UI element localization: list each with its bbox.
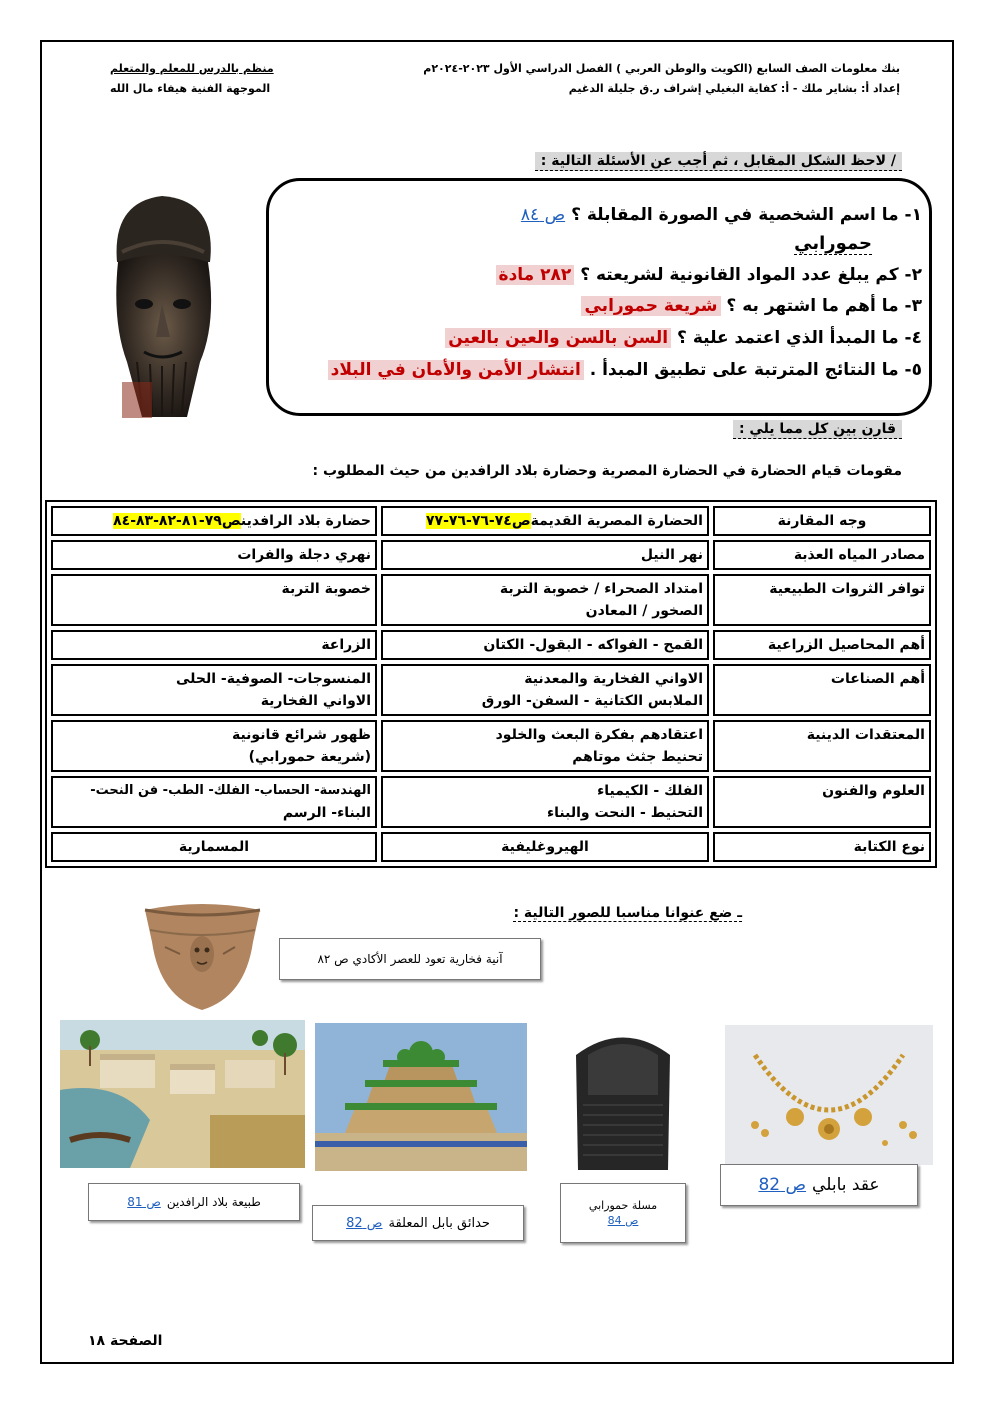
caption-stele-text: مسلة حمورابي [588,1199,658,1212]
header-aspect: وجه المقارنة [713,506,931,536]
question-1-answer: حمورابي [794,233,872,254]
question-2-answer: ٢٨٢ مادة [496,265,575,285]
header-supervisor: الموجهة الفنية هيفاء مال الله [110,82,271,95]
cell-line: اعتقادهم بفكرة البعث والخلود [495,727,703,743]
cell-line: البناء- الرسم [282,805,371,821]
header-meso [51,506,377,536]
table-header-row [51,506,931,536]
header-tagline: منظم بالدرس للمعلم والمتعلم [110,62,274,75]
section2-title: قارن بين كل مما يلي : [733,420,902,439]
caption-stele-page-link[interactable]: ص 84 [607,1214,639,1227]
question-3-text: ما أهم ما اشتهر به ؟ [726,296,899,316]
question-4-number: ٤- [904,328,922,348]
table-row [51,630,931,660]
section3-title: ـ ضع عنوانا مناسبا للصور التالية : [513,905,742,921]
row-egypt: نهر النيل [381,540,709,570]
question-1-text: ما اسم الشخصية في الصورة المقابلة ؟ [571,205,899,225]
question-1-page-link[interactable]: ص ٨٤ [520,205,566,225]
question-5 [328,360,922,380]
cell-line: المنسوجات- الصوفية- الحلى [176,671,371,687]
header-line-1 [110,62,900,75]
row-meso: خصوبة التربة [51,574,377,626]
comparison-table [45,500,937,868]
cell-line: الاواني الفخارية والمعدنية [524,671,703,687]
table-row [51,720,931,772]
cell-line: الفلك - الكيمياء [597,783,703,799]
question-5-text: ما النتائج المترتبة على تطبيق المبدأ . [589,360,899,380]
header-egypt-label: الحضارة المصرية القديمة [530,513,703,529]
question-4 [445,328,922,348]
cell-line: ظهور شرائع قانونية [231,727,371,743]
question-4-answer: السن بالسن والعين بالعين [445,328,671,348]
cell-line: تحنيط جثث موتاهم [572,749,703,765]
cell-line: (شريعة حمورابي) [248,749,371,765]
row-meso [51,664,377,716]
question-3-answer: شريعة حمورابي [581,296,720,316]
caption-village [88,1183,300,1221]
cell-line: الملابس الكتانية - السفن- الورق [481,693,703,709]
caption-gardens [312,1205,524,1241]
section2-subtitle: مقومات قيام الحضارة في الحضارة المصرية وحضارة بلاد الرافدين من حيث المطلوب : [312,463,902,479]
row-aspect: المعتقدات الدينية [713,720,931,772]
question-5-number: ٥- [904,360,922,380]
caption-village-text: طبيعة بلاد الرافدين [166,1195,261,1209]
question-2 [496,265,922,285]
header-info: بنك معلومات الصف السابع (الكويت والوطن العربي ) الفصل الدراسي الأول ٢٠٢٣-٢٠٢٤م [423,62,900,75]
row-egypt: القمح - الفواكه - البقول- الكتان [381,630,709,660]
babylonian-necklace-image [725,1025,933,1165]
question-5-answer: انتشار الأمن والأمان في البلاد [328,360,584,380]
question-1-number: ١- [904,205,922,225]
row-meso: نهري دجلة والفرات [51,540,377,570]
row-aspect: العلوم والفنون [713,776,931,828]
header-authors: إعداد أ: بشاير ملك - أ: كفاية البغيلي إشراف ر.ق جليلة الدغيم [568,82,900,95]
hammurabi-stele-image [548,1025,698,1170]
table-row [51,776,931,828]
mesopotamia-village-image [60,1020,305,1168]
row-egypt: الهيروغليفية [381,832,709,862]
caption-necklace-text: عقد بابلي [812,1175,880,1195]
caption-gardens-text: حدائق بابل المعلقة [388,1215,490,1231]
header-line-2 [110,82,900,95]
question-2-number: ٢- [904,265,922,285]
caption-pot: آنية فخارية تعود للعصر الأكادي ص ٨٢ [279,938,541,980]
table-row [51,574,931,626]
row-aspect: مصادر المياه العذبة [713,540,931,570]
header-meso-pages: ص٧٩-٨١-٨٢-٨٣-٨٤ [113,513,241,529]
question-3-number: ٣- [904,296,922,316]
hanging-gardens-image [315,1023,527,1171]
row-meso: المسمارية [51,832,377,862]
akkadian-pot-image [135,902,270,1014]
cell-line: الصخور / المعادن [585,603,703,619]
caption-gardens-page-link[interactable]: ص 82 [346,1215,383,1231]
row-egypt [381,720,709,772]
question-4-text: ما المبدأ الذي اعتمد علية ؟ [677,328,899,348]
row-egypt [381,776,709,828]
table-row [51,832,931,862]
row-meso [51,776,377,828]
row-aspect: نوع الكتابة [713,832,931,862]
caption-necklace-page-link[interactable]: ص 82 [758,1175,807,1195]
section1-title: / لاحظ الشكل المقابل ، ثم أجب عن الأسئلة التالية : [535,152,902,171]
cell-line: التحنيط - النحت والبناء [547,805,703,821]
row-meso [51,720,377,772]
row-aspect: أهم الصناعات [713,664,931,716]
row-meso: الزراعة [51,630,377,660]
table-row [51,540,931,570]
table-row [51,664,931,716]
header-meso-label: حضارة بلاد الرافدين [240,513,371,529]
hammurabi-head-image [82,192,242,418]
cell-line: الهندسة- الحساب- الفلك- الطب- فن النحت- [90,783,371,798]
header-egypt-pages: ص٧٤-٧٦-٧٦-٧٧ [426,513,531,529]
row-egypt [381,574,709,626]
header-egypt [381,506,709,536]
row-aspect: أهم المحاصيل الزراعية [713,630,931,660]
caption-village-page-link[interactable]: ص 81 [127,1195,161,1209]
page-number: الصفحة ١٨ [88,1333,163,1349]
question-3 [581,296,922,316]
cell-line: الاواني الفخارية [260,693,371,709]
cell-line: امتداد الصحراء / خصوبة التربة [499,581,703,597]
row-aspect: توافر الثروات الطبيعية [713,574,931,626]
question-1 [521,205,922,225]
caption-stele [560,1183,686,1243]
question-2-text: كم يبلغ عدد المواد القانونية لشريعته ؟ [580,265,899,285]
caption-necklace [720,1164,918,1206]
row-egypt [381,664,709,716]
